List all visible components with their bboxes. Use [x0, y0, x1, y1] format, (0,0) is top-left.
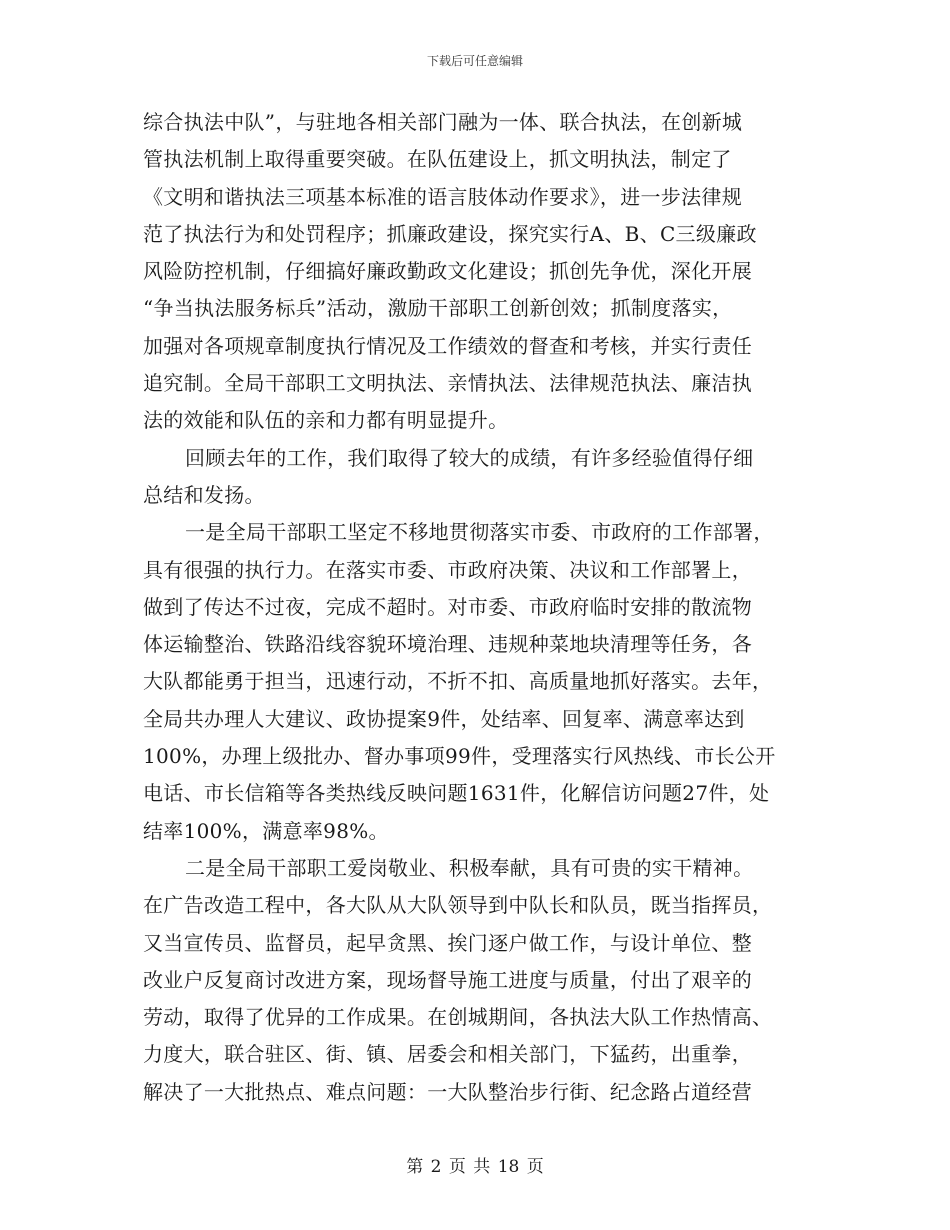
text-line: 回顾去年的工作，我们取得了较大的成绩，有许多经验值得仔细: [185, 445, 754, 470]
text-line: 力度大，联合驻区、街、镇、居委会和相关部门，下猛药，出重拳，: [143, 1042, 752, 1067]
text-line: 二是全局干部职工爱岗敬业、积极奉献，具有可贵的实干精神。: [185, 855, 754, 880]
text-line: 《文明和谐执法三项基本标准的语言肢体动作要求》，进一步法律规: [143, 184, 742, 209]
text-line: 综合执法中队”，与驻地各相关部门融为一体、联合执法，在创新城: [143, 110, 743, 134]
page-footer: 第 2 页 共 18 页: [406, 1157, 544, 1177]
text-line: 具有很强的执行力。在落实市委、市政府决策、决议和工作部署上，: [143, 557, 752, 582]
text-line: 风险防控机制，仔细搞好廉政勤政文化建设；抓创先争优，深化开展: [143, 259, 752, 284]
text-line: 全局共办理人大建议、政协提案9件，处结率、回复率、满意率达到: [143, 706, 745, 731]
text-line: 解决了一大批热点、难点问题：一大队整治步行街、纪念路占道经营: [143, 1079, 752, 1104]
text-line: 一是全局干部职工坚定不移地贯彻落实市委、市政府的工作部署，: [185, 520, 774, 545]
text-line: 在广告改造工程中，各大队从大队领导到中队长和队员，既当指挥员，: [143, 893, 773, 918]
text-line: 体运输整治、铁路沿线容貌环境治理、违规种菜地块清理等任务，各: [143, 632, 752, 657]
text-line: 追究制。全局干部职工文明执法、亲情执法、法律规范执法、廉洁执: [143, 371, 752, 396]
document-body: [143, 104, 808, 1111]
text-line: “争当执法服务标兵”活动，激励干部职工创新创效；抓制度落实，: [143, 296, 733, 321]
text-line: 范了执法行为和处罚程序；抓廉政建设，探究实行A、B、C三级廉政: [143, 221, 757, 246]
text-line: 总结和发扬。: [143, 482, 265, 507]
text-line: 大队都能勇于担当，迅速行动，不折不扣、高质量地抓好落实。去年，: [143, 669, 773, 694]
text-line: 结率100%，满意率98%。: [143, 818, 389, 843]
text-line: 又当宣传员、监督员，起早贪黑、挨门逐户做工作，与设计单位、整: [143, 930, 752, 955]
page-header: 下载后可任意编辑: [426, 54, 523, 68]
text-line: 劳动，取得了优异的工作成果。在创城期间，各执法大队工作热情高、: [143, 1005, 773, 1030]
text-line: 改业户反复商讨改进方案，现场督导施工进度与质量，付出了艰辛的: [143, 967, 752, 992]
text-line: 电话、市长信箱等各类热线反映问题1631件，化解信访问题27件，处: [143, 781, 770, 806]
text-line: 做到了传达不过夜，完成不超时。对市委、市政府临时安排的散流物: [143, 594, 752, 619]
text-line: 加强对各项规章制度执行情况及工作绩效的督查和考核，并实行责任: [143, 333, 752, 358]
text-line: 法的效能和队伍的亲和力都有明显提升。: [143, 408, 509, 433]
text-line: 管执法机制上取得重要突破。在队伍建设上，抓文明执法，制定了: [143, 147, 732, 172]
text-line: 100%，办理上级批办、督办事项99件，受理落实行风热线、市长公开: [143, 744, 776, 769]
